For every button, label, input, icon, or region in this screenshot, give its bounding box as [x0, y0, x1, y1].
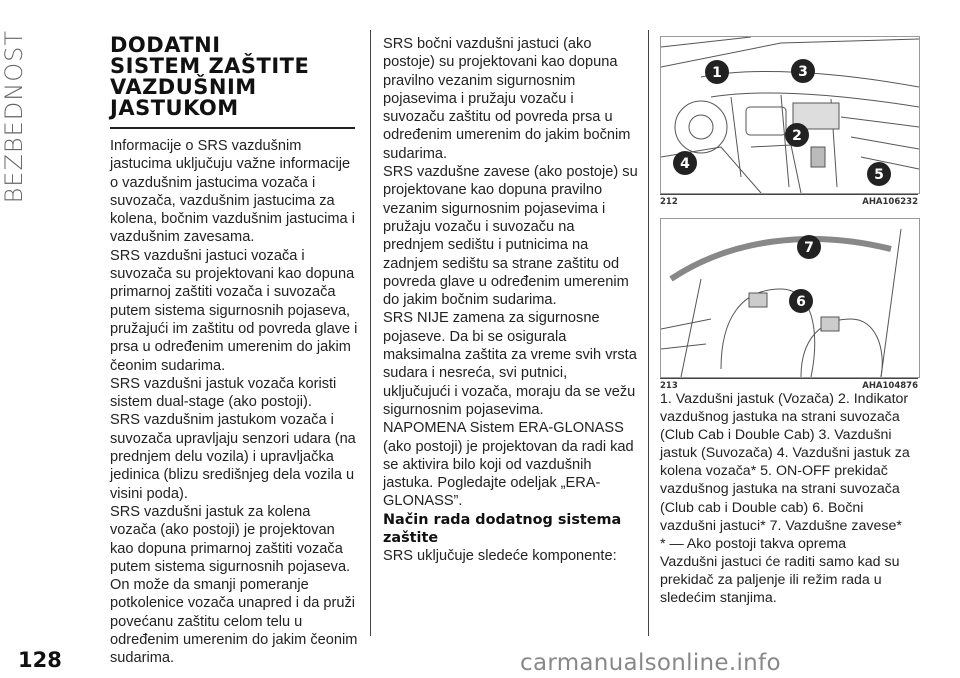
paragraph: SRS vazdušni jastuk za kolena vozača (ako postoji) je projektovan kao dopuna primarnoj zaštiti vozača putem sistema sigurnosnih pojaseva. On može da smanji pomeranje potkolenice vozača unapred i da pruži povećanu zaštitu celom telu u određenim umerenim do jakim čeonim sudarima.	[110, 503, 358, 667]
paragraph: SRS NIJE zamena za sigurnosne pojaseve. Da bi se osigurala maksimalna zaštita za vreme svih vrsta sudara i nesreća, svi putnici, uključujući i vozača, moraju da se vežu sigurnosnim pojasevima.	[383, 310, 637, 418]
heading-line: VAZDUŠNIM	[110, 75, 257, 99]
paragraph: SRS vazdušni jastuk vozača koristi sistem dual-stage (ako postoji).	[110, 375, 337, 411]
page-number: 128	[18, 648, 62, 672]
callout-4: 4	[680, 156, 690, 172]
paragraph: SRS vazdušne zavese (ako postoje) su projektovane kao dopuna pravilno vezanim sigurnosnim pojasevima i pružaju vozaču i suvozaču na prednjem sedištu i putnicima na zadnjem sedištu sa strane zaštitu od povreda glave u određenim umerenim do jakim bočnim sudarima.	[383, 164, 638, 309]
callout-5: 5	[874, 167, 884, 183]
column-divider-2	[648, 30, 649, 636]
callout-2: 2	[792, 128, 802, 144]
callout-1: 1	[712, 65, 722, 81]
callout-6: 6	[796, 294, 806, 310]
paragraph: NAPOMENA Sistem ERA-GLONASS (ako postoji) je projektovan da radi kad se aktivira bilo koji od vazdušnih jastuka. Pogledajte odeljak „ERA-GLONASS”.	[383, 420, 634, 510]
figure-212	[660, 36, 918, 207]
interior-illustration	[661, 219, 919, 377]
column-2	[383, 35, 638, 565]
section-heading	[110, 35, 360, 119]
paragraph: SRS uključuje sledeće komponente:	[383, 547, 617, 564]
subheading: Način rada dodatnog sistema zaštite	[383, 511, 622, 546]
callout-3: 3	[798, 64, 808, 80]
figure-code: AHA104876	[862, 381, 918, 391]
section-tab	[0, 0, 28, 204]
callout-7: 7	[804, 240, 814, 256]
figure-image-dashboard	[660, 36, 920, 194]
paragraph: Vazdušni jastuci će raditi samo kad su prekidač za paljenje ili režim rada u sledećim stanjima.	[660, 553, 900, 607]
figure-legend: 1. Vazdušni jastuk (Vozača) 2. Indikator vazdušnog jastuka na strani suvozača (Club Cab i Double Cab) 3. Vazdušni jastuk (Suvozača) 4. Vazdušni jastuk za kolena vozača* 5. ON-OFF prekidač vazdušnog jastuka na strani suvozača (Club cab i Double cab) 6. Bočni vazdušni jastuci* 7. Vazdušne zavese*	[660, 391, 910, 534]
heading-line: SISTEM ZAŠTITE	[110, 54, 310, 78]
figure-number: 212	[660, 197, 678, 207]
figure-213	[660, 218, 918, 391]
figure-image-interior	[660, 218, 920, 378]
footnote: * — Ako postoji takva oprema	[660, 535, 847, 552]
column-3	[660, 390, 918, 607]
section-label: BEZBEDNOST	[0, 30, 28, 204]
dashboard-illustration	[661, 37, 919, 193]
paragraph: Informacije o SRS vazdušnim jastucima uključuju važne informacije o vazdušnim jastucima vozača i suvozača, vazdušnim jastucima za kolena, bočnim vazdušnim jastucima i vazdušnim zavesama.	[110, 138, 355, 246]
column-1	[110, 35, 360, 668]
heading-rule	[110, 127, 355, 129]
paragraph: SRS vazdušni jastuci vozača i suvozača su projektovani kao dopuna primarnoj zaštiti vozača i suvozača putem sistema sigurnosnih pojaseva, pružajući im zaštitu od povreda glave i prsa u određenim umerenim do jakim čeonim sudarima.	[110, 247, 358, 374]
figure-code: AHA106232	[862, 197, 918, 207]
heading-line: JASTUKOM	[110, 96, 239, 120]
column-divider-1	[370, 30, 371, 636]
paragraph: SRS vazdušnim jastukom vozača i suvozača upravljaju senzori udara (na prednjem delu vozila) i upravljačka jedinica (blizu središnjeg dela vozila u visini poda).	[110, 412, 356, 502]
paragraph: SRS bočni vazdušni jastuci (ako postoje) su projektovani kao dopuna pravilno vezanim sigurnosnim pojasevima i pružaju vozaču i suvozaču zaštitu od povreda prsa u određenim umerenim do jakim bočnim sudarima.	[383, 36, 631, 162]
watermark: carmanualsonline.info	[520, 650, 781, 676]
figure-caption	[660, 194, 918, 207]
figure-number: 213	[660, 381, 678, 391]
heading-line: DODATNI	[110, 33, 221, 57]
